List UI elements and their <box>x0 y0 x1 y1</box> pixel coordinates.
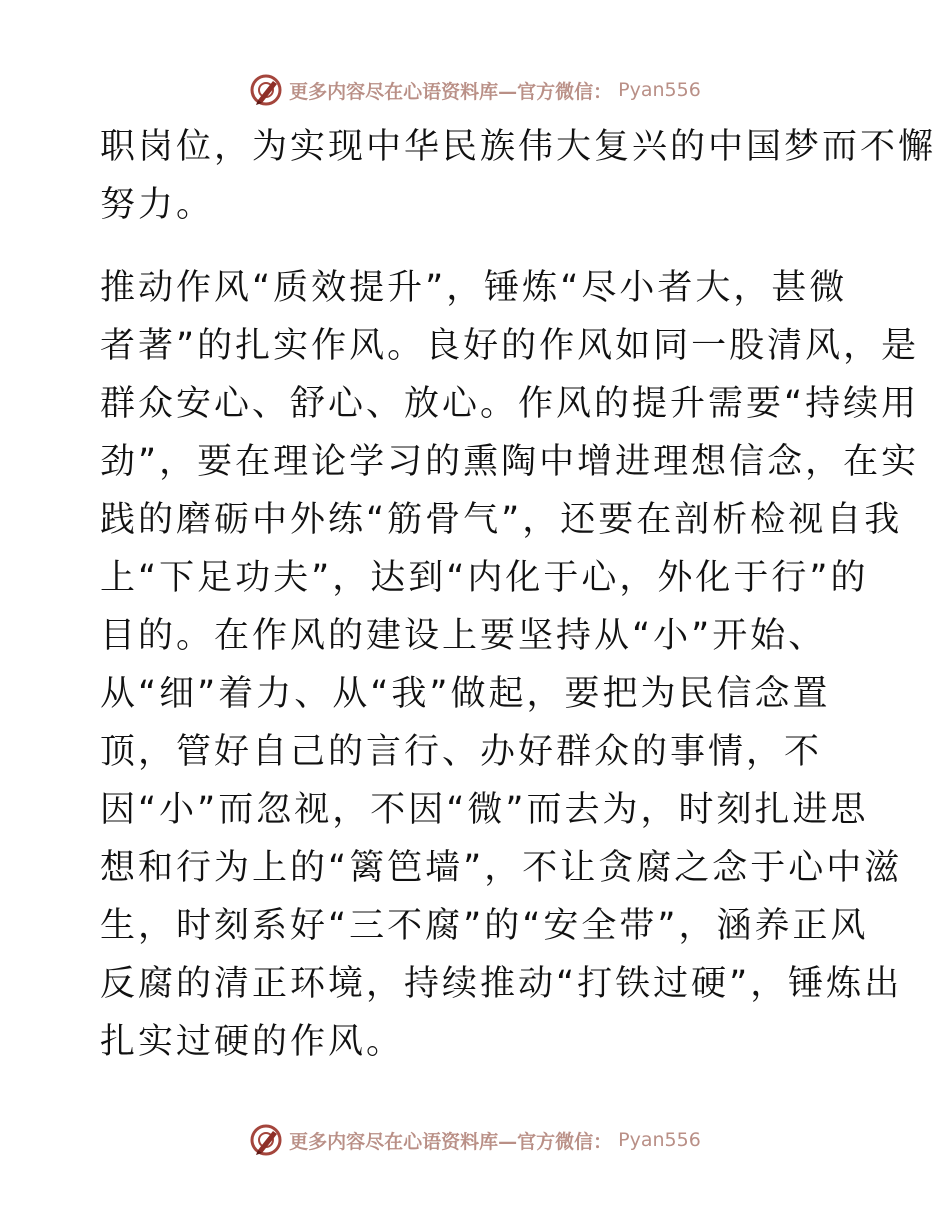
text-line: 群众安心、舒心、放心。作风的提升需要“持续用 <box>100 384 920 424</box>
watermark-handle: Pyan556 <box>618 79 701 101</box>
text-line: 生，时刻系好“三不腐”的“安全带”，涵养正风 <box>100 906 869 946</box>
text-line: 职岗位，为实现中华民族伟大复兴的中国梦而不懈 <box>100 127 937 167</box>
text-line: 推动作风“质效提升”，锤炼“尽小者大，甚微 <box>100 268 848 308</box>
text-line: 顶，管好自己的言行、办好群众的事情，不 <box>100 732 823 772</box>
document-body <box>100 118 937 1071</box>
text-line: 反腐的清正环境，持续推动“打铁过硬”，锤炼出 <box>100 964 903 1004</box>
text-line: 扎实过硬的作风。 <box>100 1022 405 1062</box>
text-line: 劲”，要在理论学习的熏陶中增进理想信念，在实 <box>100 442 920 482</box>
text-line: 践的磨砺中外练“筋骨气”，还要在剖析检视自我 <box>100 500 903 540</box>
footer-watermark <box>0 1120 950 1160</box>
pen-logo-icon <box>249 73 283 107</box>
header-watermark <box>0 70 950 110</box>
text-line: 努力。 <box>100 185 215 225</box>
watermark-handle: Pyan556 <box>618 1129 701 1151</box>
pen-logo-icon <box>249 1123 283 1157</box>
text-line: 想和行为上的“篱笆墙”，不让贪腐之念于心中滋 <box>100 848 903 888</box>
text-line: 从“细”着力、从“我”做起，要把为民信念置 <box>100 674 831 714</box>
paragraph <box>100 259 920 1071</box>
watermark-site-text: 更多内容尽在心语资料库—官方微信： <box>289 80 613 103</box>
text-line: 者著”的扎实作风。良好的作风如同一股清风，是 <box>100 326 920 366</box>
text-line: 因“小”而忽视，不因“微”而去为，时刻扎进思 <box>100 790 869 830</box>
watermark-site-text: 更多内容尽在心语资料库—官方微信： <box>289 1130 613 1153</box>
paragraph <box>100 118 937 234</box>
text-line: 目的。在作风的建设上要坚持从“小”开始、 <box>100 616 827 656</box>
text-line: 上“下足功夫”，达到“内化于心，外化于行”的 <box>100 558 869 598</box>
